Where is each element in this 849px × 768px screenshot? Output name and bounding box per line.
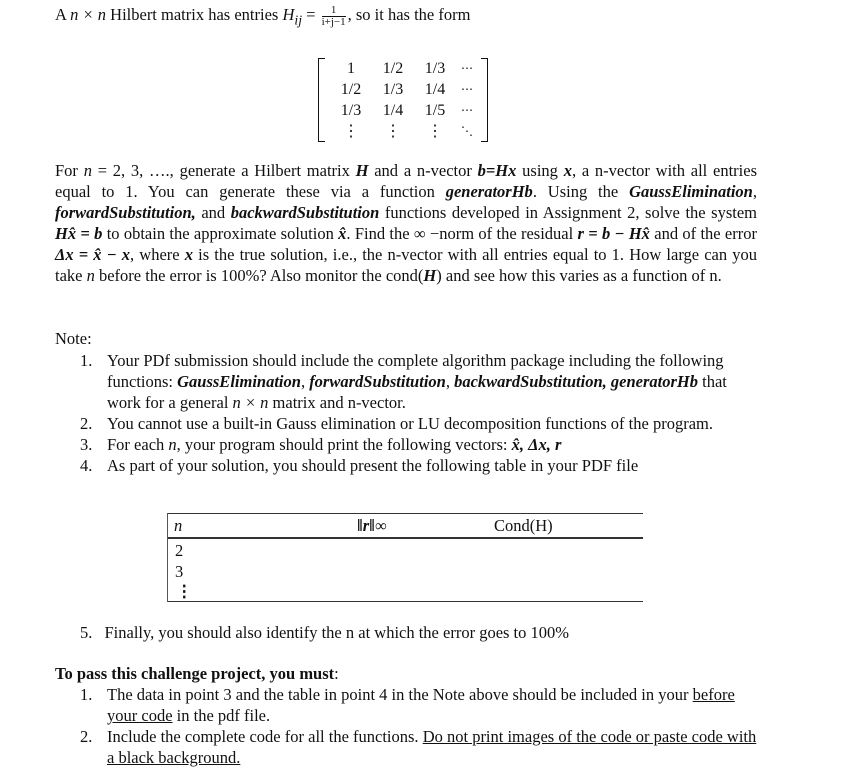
matrix-cell: 1/2 (382, 60, 404, 77)
matrix-cell: 1/4 (382, 102, 404, 119)
note-list (80, 350, 758, 476)
table-bottom-rule (167, 601, 643, 602)
list-item: 2. Include the complete code for all the functions. Do not print images of the code or paste code with a black background. (80, 727, 757, 767)
matrix-cell: ⋮ (385, 123, 401, 140)
matrix-cell: 1/3 (340, 102, 362, 119)
item-number: 1. (80, 351, 93, 370)
item-number: 5. (80, 623, 93, 642)
matrix-cell: ⋱ (461, 124, 473, 138)
item-text: Finally, you should also identify the n at which the error goes to 100% (104, 623, 570, 642)
entry-subscript: ij (294, 12, 303, 28)
list-item: 1. The data in point 3 and the table in point 4 in the Note above should be included in your before your code in the pdf file. (80, 685, 735, 725)
fraction-denominator: i+j−1 (321, 15, 346, 28)
problem-paragraph: For n = 2, 3, …., generate a Hilbert matrix H and a n-vector b=Hx using x, a n-vector with all entries equal to 1. You can generate these via a function generatorHb. Using the GaussElimination, forwardSubstitution, and backwardSubstitution functions developed in Assignment 2, solve the system Hx̂ = b to obtain the approximate solution x̂. Find the ∞ −norm of the residual r = b − Hx̂ and of the error Δx = x̂ − x, where x is the true solution, i.e., the n-vector with all entries equal to 1. How large can you take n before the error is 100%? Also monitor the cond(H) and see how this varies as a function of n. (55, 161, 758, 285)
results-table (167, 513, 643, 602)
matrix-cell: 1/3 (424, 60, 446, 77)
entry-fraction (322, 5, 346, 28)
intro-text-mid: Hilbert matrix has entries (106, 5, 283, 24)
matrix-cell: ⋮ (427, 123, 443, 140)
table-top-rule (167, 513, 643, 514)
list-item: 3. For each n, your program should print the following vectors: x̂, Δx, r (80, 435, 562, 454)
item-number: 4. (80, 456, 93, 475)
matrix-cell: ⋮ (343, 123, 359, 140)
matrix-row (330, 121, 478, 142)
note-heading: Note: (55, 329, 92, 348)
table-cell: 3 (175, 562, 184, 581)
matrix-cell: 1 (347, 60, 355, 77)
table-header-residual: ‖r‖∞ (357, 516, 387, 535)
matrix-row (330, 100, 478, 121)
intro-text: A (55, 5, 71, 24)
matrix-cell: 1/3 (382, 81, 404, 98)
list-item: 1. Your PDf submission should include the complete algorithm package including the following functions: GaussElimination, forwardSubstitution, backwardSubstitution, generatorHb that work for a general n × n matrix and n-vector. (80, 351, 727, 412)
matrix-cell: 1/4 (424, 81, 446, 98)
pass-heading: To pass this challenge project, you must: (55, 664, 339, 683)
entry-symbol: H (282, 5, 295, 24)
equals-sign: = (302, 5, 320, 24)
table-header-rule (167, 537, 643, 539)
matrix-right-bracket (481, 58, 488, 142)
item-number: 2. (80, 414, 93, 433)
table-left-rule (167, 513, 168, 602)
table-cell: ⋮ (176, 582, 193, 601)
list-item: 4. As part of your solution, you should present the following table in your PDF file (80, 456, 639, 475)
matrix-cell: 1/2 (340, 81, 362, 98)
list-item: 2. You cannot use a built-in Gauss elimination or LU decomposition functions of the program. (80, 414, 713, 433)
item-number: 3. (80, 435, 93, 454)
item-number: 2. (80, 727, 93, 746)
intro-text-after: , so it has the form (347, 5, 471, 24)
matrix-row (330, 58, 478, 79)
matrix-cell: ⋯ (461, 82, 473, 96)
matrix-row (330, 79, 478, 100)
table-header-cond: Cond(H) (494, 516, 553, 535)
matrix-cell: ⋯ (461, 103, 473, 117)
matrix-left-bracket (318, 58, 325, 142)
table-cell: 2 (175, 541, 184, 560)
intro-line (55, 4, 470, 30)
fraction-numerator: 1 (322, 5, 346, 17)
matrix-cell: ⋯ (461, 61, 473, 75)
item-number: 1. (80, 685, 93, 704)
hilbert-matrix (318, 58, 488, 142)
table-header-n: n (174, 516, 183, 535)
note-item-5 (80, 622, 569, 643)
n-by-n: n × n (70, 5, 107, 24)
matrix-cell: 1/5 (424, 102, 446, 119)
pass-list (80, 684, 758, 768)
